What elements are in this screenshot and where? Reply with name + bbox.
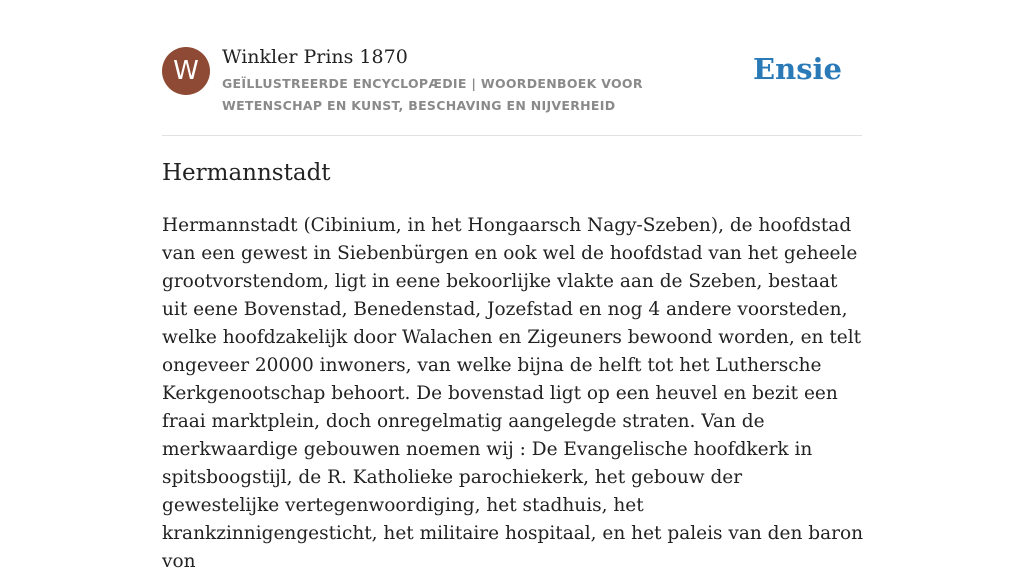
book-subtitle: GEÏLLUSTREERDE ENCYCLOPÆDIE | WOORDENBOEK VOOR WETENSCHAP EN KUNST, BESCHAVING EN NIJVERHEID <box>222 76 643 113</box>
book-header <box>162 46 862 116</box>
book-title[interactable]: Winkler Prins 1870 <box>222 46 408 68</box>
header-divider <box>162 135 862 136</box>
article-title: Hermannstadt <box>162 160 331 186</box>
article-body: Hermannstadt (Cibinium, in het Hongaarsch Nagy-Szeben), de hoofdstad van een gewest in Siebenbürgen en ook wel de hoofdstad van het geheele grootvorstendom, ligt in eene bekoorlijke vlakte aan de Szeben, bestaat uit eene Bovenstad, Benedenstad, Jozefstad en nog 4 andere voorsteden, welke hoofdzakelijk door Walachen en Zigeuners bewoond worden, en telt ongeveer 20000 inwoners, van welke bijna de helft tot het Luthersche Kerkgenootschap behoort. De bovenstad ligt op een heuvel en bezit een fraai marktplein, doch onregelmatig aangelegde straten. Van de merkwaardige gebouwen noemen wij : De Evangelische hoofdkerk in spitsboogstijl, de R. Katholieke parochiekerk, het gebouw der gewestelijke vertegenwoordiging, het stadhuis, het krankzinnigengesticht, het militaire hospitaal, en het paleis van den baron von <box>162 215 864 572</box>
book-avatar[interactable]: W <box>162 47 210 95</box>
ensie-logo[interactable]: Ensie <box>753 52 842 86</box>
